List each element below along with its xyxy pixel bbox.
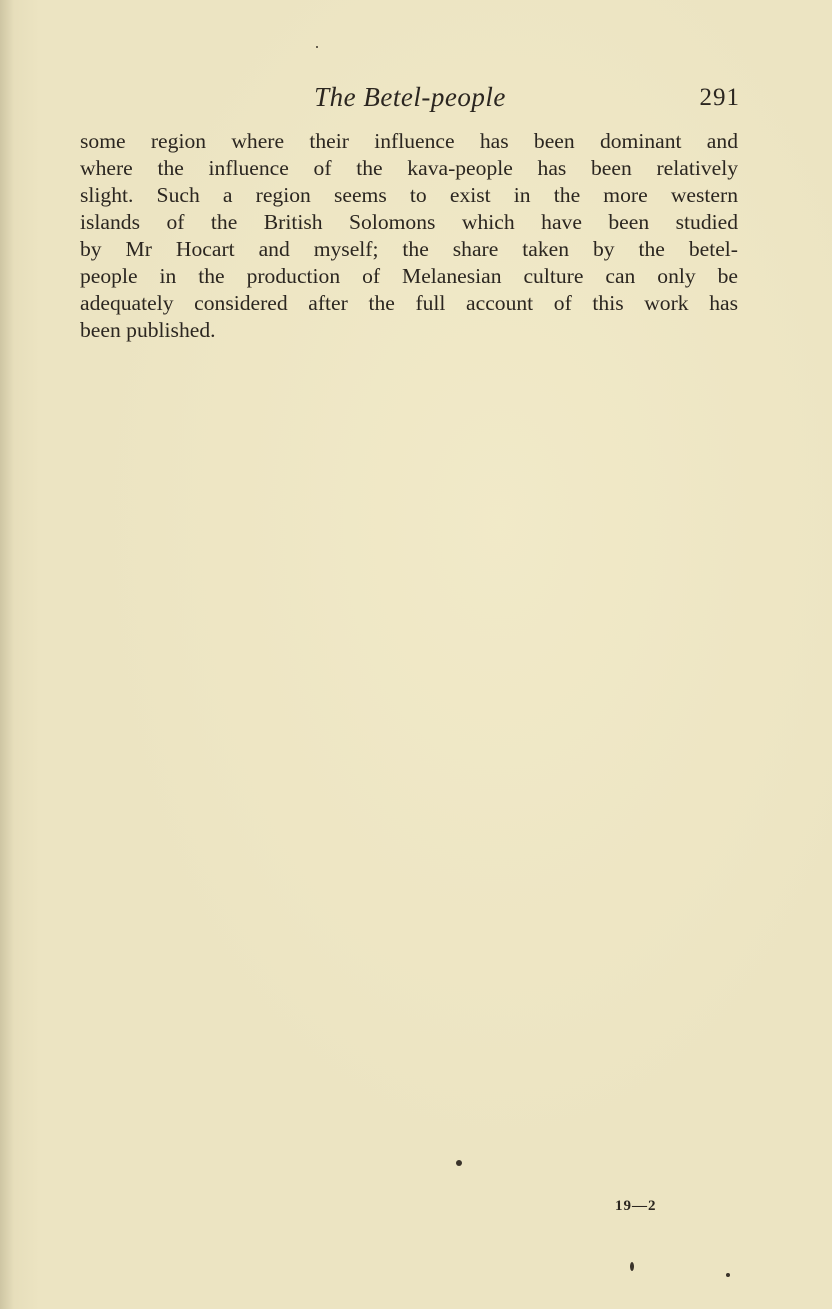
- body-line: people in the production of Melanesian culture can only be: [80, 264, 738, 288]
- body-line: been published.: [80, 318, 216, 342]
- body-line: adequately considered after the full account of this work has: [80, 291, 738, 315]
- body-line: by Mr Hocart and myself; the share taken by the betel-: [80, 237, 738, 261]
- ink-speck: [726, 1273, 730, 1277]
- body-line: slight. Such a region seems to exist in the more western: [80, 183, 738, 207]
- body-line: where the influence of the kava-people has been relatively: [80, 156, 738, 180]
- running-head: [80, 78, 740, 118]
- ink-speck: [316, 46, 318, 48]
- ink-speck: [456, 1160, 462, 1166]
- page-number: 291: [699, 84, 740, 111]
- signature-mark: 19—2: [615, 1198, 657, 1214]
- body-line: islands of the British Solomons which have been studied: [80, 210, 738, 234]
- running-title: The Betel-people: [314, 82, 506, 112]
- body-paragraph: [80, 128, 738, 344]
- ink-speck: [630, 1262, 634, 1271]
- body-line: some region where their influence has been dominant and: [80, 129, 738, 153]
